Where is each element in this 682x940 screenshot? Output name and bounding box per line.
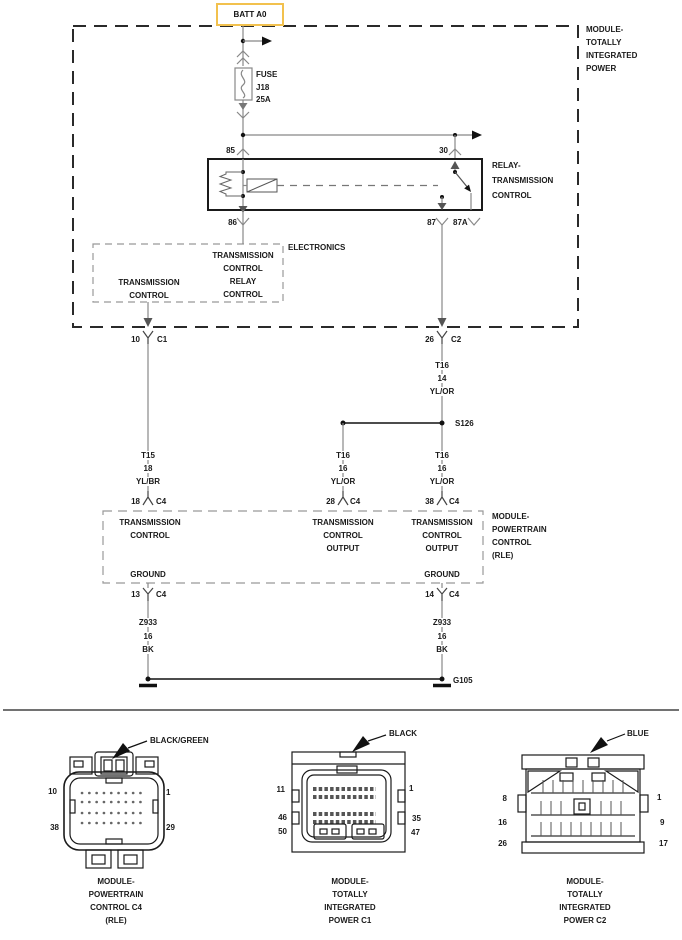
connector-caption: INTEGRATED xyxy=(324,903,376,912)
pcm-input-label: OUTPUT xyxy=(425,544,459,553)
connector-c4-drawing xyxy=(64,752,164,868)
tc-relay-control-label: CONTROL xyxy=(223,290,263,299)
batt-label: BATT A0 xyxy=(233,10,267,19)
electronics-label: ELECTRONICS xyxy=(288,243,346,252)
callout-blue xyxy=(590,734,625,753)
tipm-label: MODULE- xyxy=(586,25,624,34)
relay-pin-85: 85 xyxy=(226,146,235,155)
connector-pin-label: 11 xyxy=(276,785,285,794)
connector-pin-label: 1 xyxy=(657,793,662,802)
connector-pin-label: 50 xyxy=(278,827,287,836)
pcm-input-label: TRANSMISSION xyxy=(312,518,374,527)
connector-c1-drawing xyxy=(292,752,405,852)
wire-z933-color: BK xyxy=(436,645,448,654)
c1-crossing xyxy=(143,302,153,344)
pcm-ground-label: GROUND xyxy=(424,570,460,579)
transmission-control-label: CONTROL xyxy=(129,291,169,300)
connector-color-label: BLACK xyxy=(389,729,417,738)
c4-name: C4 xyxy=(156,590,167,599)
connector-pin-label: 17 xyxy=(659,839,668,848)
connector-pin-label: 1 xyxy=(409,784,414,793)
c4-pin-13: 13 xyxy=(131,590,140,599)
batt-feed-box xyxy=(216,3,284,26)
wire-t15-gauge: 18 xyxy=(143,464,153,473)
connector-caption: POWER C2 xyxy=(563,916,607,925)
connector-caption: MODULE- xyxy=(97,877,135,886)
c2-pin: 26 xyxy=(425,335,434,344)
relay-label: CONTROL xyxy=(492,191,532,200)
relay-box xyxy=(208,149,482,225)
connector-c2-drawing xyxy=(518,755,648,853)
connector-color-label: BLUE xyxy=(627,729,649,738)
connector-pin-label: 1 xyxy=(166,788,171,797)
wire-t16-circuit: T16 xyxy=(435,361,449,370)
tc-relay-control-label: RELAY xyxy=(229,277,257,286)
connector-pin-label: 29 xyxy=(166,823,175,832)
fuse-id: J18 xyxy=(256,83,270,92)
ground-g105-label: G105 xyxy=(453,676,473,685)
c1-pin: 10 xyxy=(131,335,140,344)
connector-caption: INTEGRATED xyxy=(559,903,611,912)
tipm-label: POWER xyxy=(586,64,617,73)
c4-name: C4 xyxy=(350,497,361,506)
pcm-input-label: CONTROL xyxy=(130,531,170,540)
c4-name: C4 xyxy=(156,497,167,506)
fuse-rating: 25A xyxy=(256,95,271,104)
c4-pin-38: 38 xyxy=(425,497,434,506)
connector-pin-label: 26 xyxy=(498,839,507,848)
connector-caption: POWERTRAIN xyxy=(88,890,144,899)
connector-pin-label: 9 xyxy=(660,818,665,827)
pcm-input-label: CONTROL xyxy=(323,531,363,540)
wire-t16c-circuit: T16 xyxy=(435,451,449,460)
relay-switch xyxy=(438,161,472,210)
wire-z933-circuit: Z933 xyxy=(432,618,452,627)
wire-t16-color: YL/OR xyxy=(429,387,455,396)
relay-pin-86: 86 xyxy=(228,218,237,227)
connector-caption: (RLE) xyxy=(105,916,127,925)
tipm-label: TOTALLY xyxy=(586,38,622,47)
splice-s126 xyxy=(440,421,445,426)
callout-black-green xyxy=(112,741,147,759)
relay-pin-30: 30 xyxy=(439,146,448,155)
relay-pin-87: 87 xyxy=(427,218,436,227)
relay-pin-87a: 87A xyxy=(453,218,468,227)
tc-relay-control-label: CONTROL xyxy=(223,264,263,273)
connector-pin-label: 10 xyxy=(48,787,57,796)
connector-pin-label: 35 xyxy=(412,814,421,823)
pcm-input-label: TRANSMISSION xyxy=(119,518,181,527)
transmission-control-label: TRANSMISSION xyxy=(118,278,180,287)
connector-caption: MODULE- xyxy=(331,877,369,886)
pcm-input-label: TRANSMISSION xyxy=(411,518,473,527)
relay-label: TRANSMISSION xyxy=(492,176,554,185)
connector-caption: MODULE- xyxy=(566,877,604,886)
connector-pin-label: 8 xyxy=(502,794,507,803)
wire-t15-circuit: T15 xyxy=(141,451,155,460)
wire-t16c-gauge: 16 xyxy=(437,464,447,473)
c1-name: C1 xyxy=(157,335,168,344)
battery-feed-wire xyxy=(241,23,482,159)
pcm-input-label: OUTPUT xyxy=(326,544,360,553)
c4-name: C4 xyxy=(449,497,460,506)
wire-t16-gauge: 14 xyxy=(437,374,447,383)
pcm-input-label: CONTROL xyxy=(422,531,462,540)
relay-label: RELAY- xyxy=(492,161,521,170)
wire-z933-gauge: 16 xyxy=(143,632,153,641)
wire-z933-circuit: Z933 xyxy=(138,618,158,627)
c2-name: C2 xyxy=(451,335,462,344)
connector-caption: TOTALLY xyxy=(567,890,603,899)
splice-s126-label: S126 xyxy=(455,419,474,428)
connector-pin-label: 16 xyxy=(498,818,507,827)
connector-pin-label: 38 xyxy=(50,823,59,832)
callout-black xyxy=(352,735,386,752)
connector-pin-label: 46 xyxy=(278,813,287,822)
fuse-name: FUSE xyxy=(256,70,278,79)
wire-t16b-gauge: 16 xyxy=(338,464,348,473)
pcm-ground-label: GROUND xyxy=(130,570,166,579)
tipm-label: INTEGRATED xyxy=(586,51,638,60)
wire-t16b-circuit: T16 xyxy=(336,451,350,460)
connector-color-label: BLACK/GREEN xyxy=(150,736,209,745)
c4-name: C4 xyxy=(449,590,460,599)
connector-caption: CONTROL C4 xyxy=(90,903,142,912)
c4-pin-28: 28 xyxy=(326,497,335,506)
ground-wires xyxy=(139,583,451,686)
wire-t15-color: YL/BR xyxy=(136,477,160,486)
wire-t16c-color: YL/OR xyxy=(429,477,455,486)
wire-t16b-color: YL/OR xyxy=(330,477,356,486)
c4-pin-18: 18 xyxy=(131,497,140,506)
wire-z933-color: BK xyxy=(142,645,154,654)
pcm-label: CONTROL xyxy=(492,538,532,547)
connector-pin-label: 47 xyxy=(411,828,420,837)
tc-relay-control-label: TRANSMISSION xyxy=(212,251,274,260)
connector-caption: TOTALLY xyxy=(332,890,368,899)
wire-t16-s126 xyxy=(338,225,447,505)
wire-z933-gauge: 16 xyxy=(437,632,447,641)
connector-caption: POWER C1 xyxy=(328,916,372,925)
pcm-label: (RLE) xyxy=(492,551,514,560)
c4-pin-14: 14 xyxy=(425,590,434,599)
pcm-label: POWERTRAIN xyxy=(492,525,547,534)
pcm-label: MODULE- xyxy=(492,512,530,521)
